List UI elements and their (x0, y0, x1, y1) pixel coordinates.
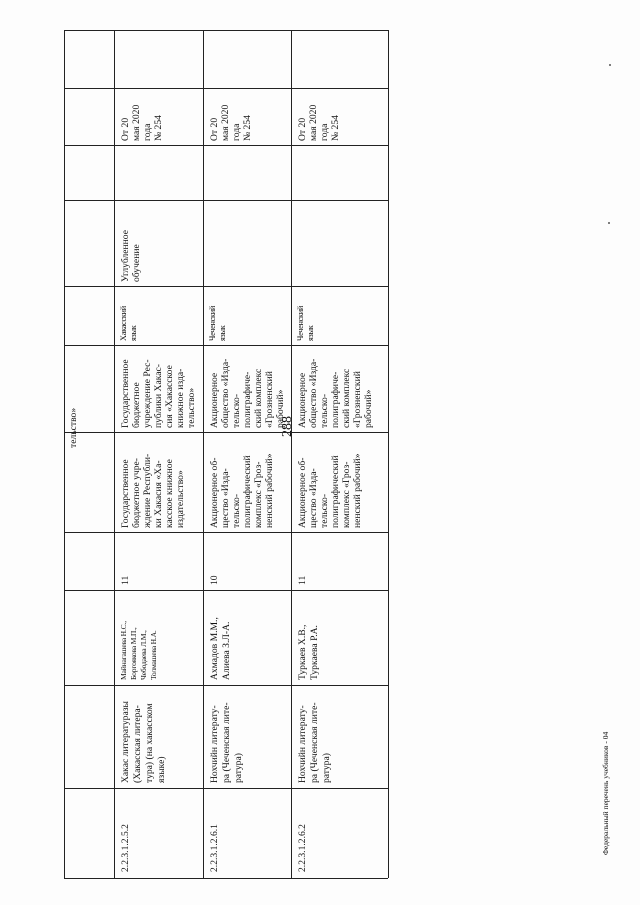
language-line: язык (218, 325, 227, 341)
author-line: Чебодаева Л.М., (139, 630, 148, 680)
publisher2-line: сия «Хакасское (164, 365, 175, 428)
date-cell (203, 88, 291, 145)
grade-cell (291, 532, 388, 590)
publisher-line: ненский рабочий» (264, 453, 275, 528)
publisher-line: ненский рабочий» (352, 453, 363, 528)
title-line: Нохчийн литерату- (209, 705, 220, 783)
publisher2-line: Акционерное (209, 372, 220, 428)
author-line: Майнагашева Н.С., (119, 621, 128, 680)
level-line: Углубленное (120, 230, 131, 282)
publisher2-line: книжное изда- (175, 368, 186, 428)
publisher2-line: Государственное (120, 359, 131, 428)
grade-text: 11 (120, 575, 131, 585)
date-line: От 20 (120, 117, 131, 141)
table-border-right (64, 30, 388, 31)
language-line: Хакасский (119, 306, 128, 341)
title-line: ратура) (321, 753, 332, 783)
title-line: ра (Чеченская лите- (309, 702, 320, 783)
title-cell (114, 685, 203, 788)
publisher-cell (291, 432, 388, 532)
language-line: Чеченский (296, 305, 305, 341)
code-text: 2.2.3.1.2.6.1 (209, 824, 220, 872)
date-line: года (319, 123, 330, 141)
publisher-line: полиграфический (242, 455, 253, 528)
title-line: тура) (на хакасском (144, 703, 155, 783)
level-cell (114, 200, 203, 286)
publisher-line: комплекс «Гроз- (253, 461, 264, 528)
language-cell (203, 286, 291, 345)
publisher-line: щество «Изда- (308, 468, 319, 528)
scan-speck (608, 222, 610, 224)
date-line: мая 2020 (308, 104, 319, 141)
table-border-top (64, 30, 65, 878)
publisher2-line: Акционерное (297, 372, 308, 428)
carry-over-cell (66, 407, 112, 530)
code-text: 2.2.3.1.2.5.2 (120, 824, 131, 872)
title-line: ратура) (233, 753, 244, 783)
language-cell (291, 286, 388, 345)
publisher-line: комплекс «Гроз- (341, 461, 352, 528)
scan-speck (609, 64, 611, 66)
date-line: мая 2020 (131, 104, 142, 141)
authors-cell (114, 590, 203, 685)
language-line: язык (306, 325, 315, 341)
language-cell (114, 286, 203, 345)
publisher2-line: «Грозненский (264, 371, 275, 428)
publisher-line: бюджетное учре- (131, 458, 142, 528)
language-line: Чеченский (208, 305, 217, 341)
grade-cell (203, 532, 291, 590)
date-line: № 254 (242, 115, 253, 141)
carry-over-text: тельство» (68, 407, 79, 448)
date-line: № 254 (330, 115, 341, 141)
date-line: года (142, 123, 153, 141)
author-line: Боргоякова М.П., (129, 627, 138, 680)
publisher2-line: бюджетное (131, 382, 142, 428)
column-divider (64, 145, 388, 146)
title-line: языке) (156, 756, 167, 783)
author-line: Туркаева Р.А. (309, 625, 320, 680)
publisher2-line: учреждение Рес- (142, 359, 153, 428)
publisher-cell (203, 432, 291, 532)
language-line: язык (129, 325, 138, 341)
publisher2-line: «Грозненский (352, 371, 363, 428)
title-cell (291, 685, 388, 788)
publisher2-line: тельство» (186, 387, 197, 428)
publisher2-cell (203, 345, 291, 432)
date-cell (114, 88, 203, 145)
footer-text: Федеральный перечень учебников - 04 (601, 731, 610, 855)
publisher-line: издательство» (175, 470, 186, 528)
publisher2-line: ский комплекс (253, 368, 264, 428)
publisher-cell (114, 432, 203, 532)
authors-cell (203, 590, 291, 685)
publisher2-line: общество «Изда- (220, 358, 231, 428)
code-cell (114, 788, 203, 878)
publisher2-cell (114, 345, 203, 432)
grade-text: 10 (209, 575, 220, 585)
publisher-line: Акционерное об- (297, 457, 308, 528)
date-line: От 20 (297, 117, 308, 141)
code-text: 2.2.3.1.2.6.2 (297, 824, 308, 872)
author-line: Туркаев Х.В., (297, 624, 308, 680)
publisher-line: ки Хакасия «Ха- (153, 460, 164, 528)
code-cell (203, 788, 291, 878)
publisher2-line: общество «Изда- (308, 358, 319, 428)
publisher-line: щество «Изда- (220, 468, 231, 528)
publisher2-line: рабочий» (275, 389, 286, 428)
date-line: мая 2020 (220, 104, 231, 141)
publisher2-line: полиграфиче- (330, 371, 341, 428)
level-line: обучение (131, 244, 142, 282)
table-border-bottom (388, 30, 389, 878)
publisher2-line: публики Хакас- (153, 364, 164, 428)
publisher2-cell (291, 345, 388, 432)
title-line: (Хакасская литера- (132, 705, 143, 783)
title-line: ра (Чеченская лите- (221, 702, 232, 783)
grade-cell (114, 532, 203, 590)
date-line: года (231, 123, 242, 141)
level-cell (291, 200, 388, 286)
publisher-line: Акционерное об- (209, 457, 220, 528)
publisher2-line: рабочий» (363, 389, 374, 428)
author-line: Толмашева Н.А. (149, 630, 158, 680)
publisher-line: тельско- (231, 493, 242, 528)
code-cell (291, 788, 388, 878)
publisher-line: ждение Республи- (142, 453, 153, 528)
publisher2-line: тельско- (231, 393, 242, 428)
publisher2-line: ский комплекс (341, 368, 352, 428)
date-line: № 254 (153, 115, 164, 141)
table-border-left (64, 878, 388, 879)
page-number: 288 (280, 416, 295, 437)
date-cell (291, 88, 388, 145)
publisher2-line: тельско- (319, 393, 330, 428)
publisher-line: полиграфический (330, 455, 341, 528)
publisher-line: касское книжное (164, 459, 175, 528)
author-line: Ахмадов М.М., (209, 617, 220, 680)
publisher-line: Государственное (120, 459, 131, 528)
level-cell (203, 200, 291, 286)
grade-text: 11 (297, 575, 308, 585)
publisher-line: тельско- (319, 493, 330, 528)
title-line: Нохчийн литерату- (297, 705, 308, 783)
date-line: От 20 (209, 117, 220, 141)
title-cell (203, 685, 291, 788)
title-line: Хакас литературазы (120, 701, 131, 783)
publisher2-line: полиграфиче- (242, 371, 253, 428)
authors-cell (291, 590, 388, 685)
author-line: Алиева З.Л-А. (221, 621, 232, 680)
